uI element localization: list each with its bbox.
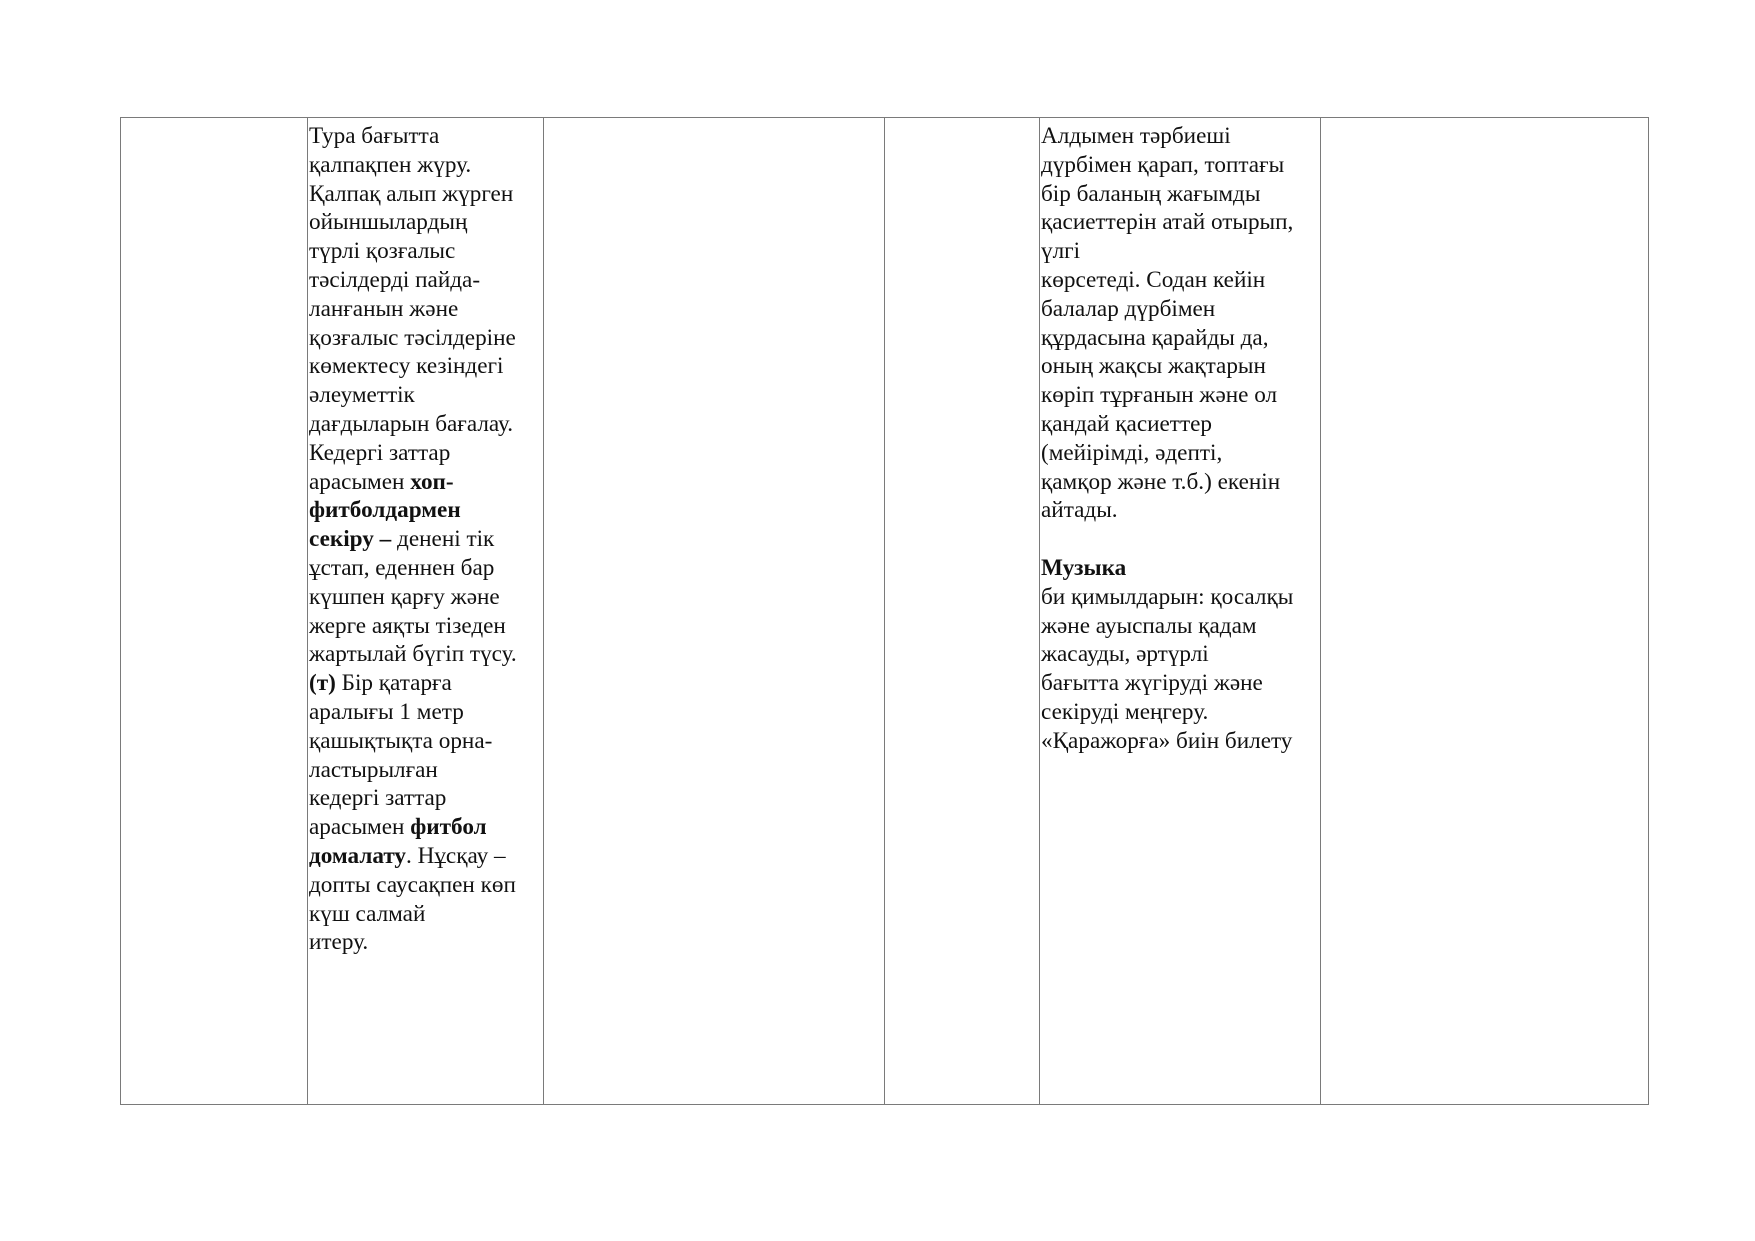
bold-text-run: домалату <box>309 842 406 869</box>
table-cell-col5 <box>1040 118 1321 1105</box>
text-line <box>309 496 541 525</box>
text-run: оның жақсы жақтарын <box>1041 353 1266 380</box>
text-line <box>1041 583 1318 612</box>
text-line <box>309 525 541 554</box>
text-run: Қалпақ алып жүрген <box>309 180 514 207</box>
text-run: көрсетеді. Содан кейін <box>1041 266 1266 293</box>
text-line <box>309 756 541 785</box>
text-line <box>1041 180 1318 209</box>
text-line <box>1041 698 1318 727</box>
text-line <box>309 151 541 180</box>
text-run: аралығы 1 метр <box>309 698 464 725</box>
bold-text-run: хоп- <box>410 468 454 495</box>
text-line <box>309 295 541 324</box>
text-run: күшпен қарғу және <box>309 583 500 610</box>
bold-text-run: фитбол <box>410 814 487 841</box>
bold-text-run: фитболдармен <box>309 497 461 524</box>
text-run: және ауыспалы қадам <box>1041 612 1257 639</box>
text-run: кедергі заттар <box>309 785 447 812</box>
text-run: қандай қасиеттер <box>1041 410 1212 437</box>
text-line <box>1041 554 1318 583</box>
text-run: қашықтықта орна- <box>309 727 493 754</box>
text-line <box>1041 410 1318 439</box>
table-row <box>121 118 1649 1105</box>
text-run: тәсілдерді пайда- <box>309 266 481 293</box>
text-run: денені тік <box>391 526 495 553</box>
text-run: құрдасына қарайды да, <box>1041 324 1269 351</box>
text-run: көріп тұрғанын және ол <box>1041 382 1278 409</box>
text-run: жерге аяқты тізеден <box>309 612 506 639</box>
text-line <box>1041 468 1318 497</box>
text-run: ластырылған <box>309 756 438 783</box>
text-run: қасиеттерін атай отырып, <box>1041 209 1294 236</box>
bold-text-run: Музыка <box>1041 554 1127 581</box>
text-line <box>1041 295 1318 324</box>
text-run: Кедергі заттар <box>309 439 451 466</box>
text-run: дүрбімен қарап, топтағы <box>1041 151 1285 178</box>
text-run: арасымен <box>309 468 411 495</box>
text-line <box>309 784 541 813</box>
text-run: секіруді меңгеру. <box>1041 698 1209 725</box>
text-run: бағытта жүгіруді және <box>1041 670 1263 697</box>
text-line <box>1041 612 1318 641</box>
text-line <box>1041 122 1318 151</box>
table-cell-col4 <box>885 118 1040 1105</box>
blank-line <box>1041 525 1318 554</box>
text-line <box>1041 669 1318 698</box>
text-line <box>309 900 541 929</box>
text-line <box>309 612 541 641</box>
text-line <box>309 381 541 410</box>
text-line <box>309 324 541 353</box>
text-line <box>1041 237 1318 266</box>
text-run: бір баланың жағымды <box>1041 180 1261 207</box>
text-line <box>309 871 541 900</box>
text-run: «Қаражорға» биін билету <box>1041 727 1293 754</box>
bold-text-run: секіру – <box>309 526 392 553</box>
text-line <box>309 208 541 237</box>
text-line <box>309 698 541 727</box>
text-line <box>1041 381 1318 410</box>
table-cell-col3 <box>544 118 885 1105</box>
text-line <box>309 266 541 295</box>
text-line <box>309 468 541 497</box>
text-run: арасымен <box>309 814 411 841</box>
text-line <box>309 237 541 266</box>
text-line <box>1041 266 1318 295</box>
text-run: әлеуметтік <box>309 382 415 409</box>
text-line <box>1041 640 1318 669</box>
text-line <box>309 640 541 669</box>
text-line <box>309 928 541 957</box>
text-line <box>309 554 541 583</box>
text-line <box>1041 727 1318 756</box>
text-line <box>1041 352 1318 381</box>
text-run: айтады. <box>1041 497 1118 524</box>
text-run: қозғалыс тәсілдеріне <box>309 324 516 351</box>
text-line <box>309 842 541 871</box>
document-table <box>120 117 1649 1105</box>
text-run: Алдымен тәрбиеші <box>1041 123 1231 149</box>
text-run: түрлі қозғалыс <box>309 238 456 265</box>
table-cell-col1 <box>121 118 308 1105</box>
text-run: Тура бағытта <box>309 123 440 149</box>
text-run: ойыншылардың <box>309 209 468 236</box>
text-line <box>1041 324 1318 353</box>
text-run: (мейірімді, әдепті, <box>1041 439 1223 466</box>
text-line <box>1041 208 1318 237</box>
text-line <box>309 352 541 381</box>
text-line <box>309 410 541 439</box>
text-line <box>309 439 541 468</box>
text-run: жасауды, әртүрлі <box>1041 641 1209 668</box>
text-run: итеру. <box>309 929 369 956</box>
text-line <box>1041 439 1318 468</box>
text-run: допты саусақпен көп <box>309 871 516 898</box>
text-run: . Нұсқау – <box>406 842 506 869</box>
text-run: күш салмай <box>309 900 426 927</box>
text-line <box>1041 151 1318 180</box>
col2-text <box>309 122 541 957</box>
text-line <box>309 583 541 612</box>
bold-text-run: (т) <box>309 670 336 697</box>
text-run: би қимылдарын: қосалқы <box>1041 583 1294 610</box>
text-run: қалпақпен жүру. <box>309 151 472 178</box>
text-run: үлгі <box>1041 238 1081 265</box>
text-run: көмектесу кезіндегі <box>309 353 504 380</box>
table-cell-col6 <box>1321 118 1649 1105</box>
text-run: ұстап, еденнен бар <box>309 554 495 581</box>
col5-text <box>1041 122 1318 756</box>
text-run: қамқор және т.б.) екенін <box>1041 468 1281 495</box>
text-line <box>1041 496 1318 525</box>
text-run: балалар дүрбімен <box>1041 295 1216 322</box>
text-line <box>309 727 541 756</box>
text-line <box>309 122 541 151</box>
text-line <box>309 813 541 842</box>
text-run: ланғанын және <box>309 295 459 322</box>
text-line <box>309 669 541 698</box>
table-cell-col2 <box>308 118 544 1105</box>
text-run: Бір қатарға <box>335 670 452 697</box>
text-line <box>309 180 541 209</box>
text-run: жартылай бүгіп түсу. <box>309 641 517 668</box>
text-run: дағдыларын бағалау. <box>309 410 514 437</box>
